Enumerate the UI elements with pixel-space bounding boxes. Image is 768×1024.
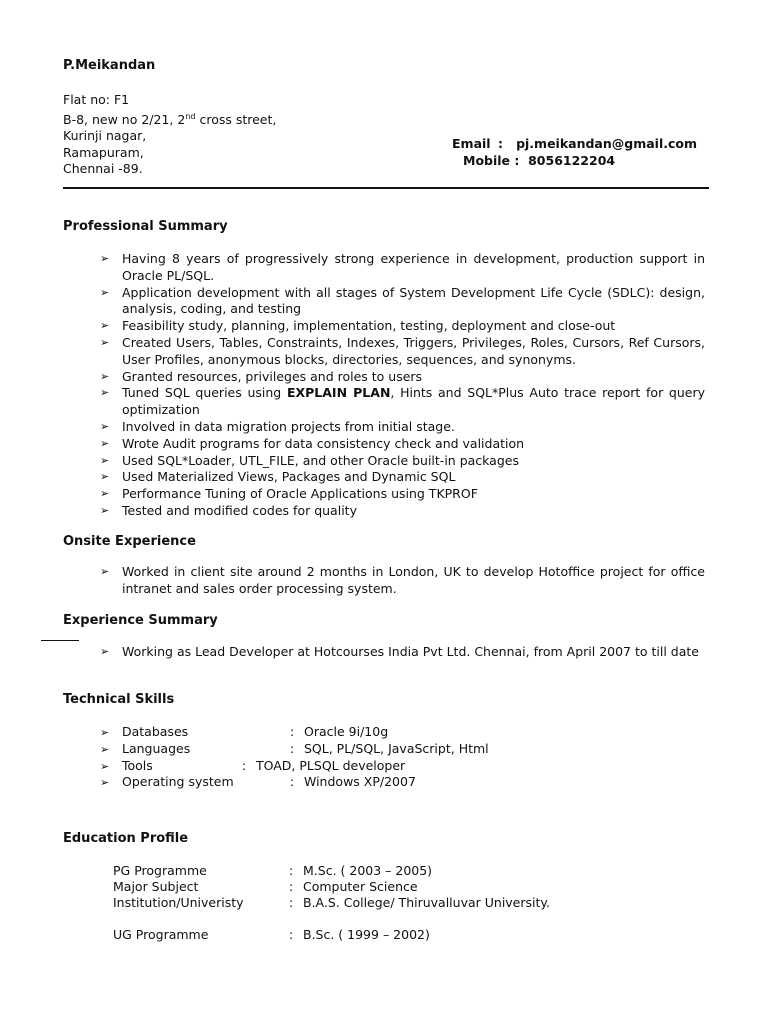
mobile-number: 8056122204 <box>528 152 616 168</box>
list-item: ➢ Wrote Audit programs for data consistency check and validation <box>100 435 525 451</box>
list-item: ➢ Used Materialized Views, Packages and Dynamic SQL <box>100 469 456 485</box>
arrow-bullet-icon: ➢ <box>100 436 110 450</box>
arrow-bullet-icon: ➢ <box>100 487 110 501</box>
address-line: B-8, new no 2/21, 2nd cross street, <box>63 111 277 127</box>
onsite-experience-list <box>100 564 705 598</box>
list-item: ➢ Application development with all stages of System Development Life Cycle (SDLC): design, analysis, coding, and testing <box>100 284 705 317</box>
arrow-bullet-icon: ➢ <box>100 419 110 433</box>
arrow-bullet-icon: ➢ <box>100 645 110 658</box>
arrow-bullet-icon: ➢ <box>100 759 110 773</box>
address-block <box>63 92 276 178</box>
candidate-name: P.Meikandan <box>63 58 156 73</box>
education-table <box>113 863 550 943</box>
table-row: PG Programme : M.Sc. ( 2003 – 2005) <box>113 863 433 878</box>
list-item: ➢ Involved in data migration projects from initial stage. <box>100 418 455 434</box>
section-title-professional-summary: Professional Summary <box>63 219 228 234</box>
arrow-bullet-icon: ➢ <box>100 565 110 578</box>
table-row: Operating system : Windows XP/2007 <box>122 774 416 790</box>
arrow-bullet-icon: ➢ <box>100 319 110 333</box>
arrow-bullet-icon: ➢ <box>100 742 110 756</box>
professional-summary-list <box>100 251 705 520</box>
arrow-bullet-icon: ➢ <box>100 335 110 349</box>
table-row: Databases : Oracle 9i/10g <box>122 724 389 739</box>
arrow-bullet-icon: ➢ <box>100 726 110 739</box>
address-line: Flat no: F1 <box>63 92 130 107</box>
address-line: Kurinji nagar, <box>63 128 147 144</box>
table-row: Major Subject : Computer Science <box>113 879 418 894</box>
table-row: Institution/Univeristy : B.A.S. College/ Thiruvalluvar University. <box>113 895 550 910</box>
table-row: Languages : SQL, PL/SQL, JavaScript, Html <box>122 740 489 756</box>
section-title-education-profile: Education Profile <box>63 831 189 846</box>
table-row: UG Programme : B.Sc. ( 1999 – 2002) <box>113 927 430 942</box>
list-item: ➢ Tuned SQL queries using EXPLAIN PLAN, Hints and SQL*Plus Auto trace report for query optimization <box>100 385 706 418</box>
contact-block <box>452 136 697 169</box>
arrow-bullet-icon: ➢ <box>100 453 110 467</box>
header-divider <box>63 187 709 189</box>
list-item: ➢ Used SQL*Loader, UTL_FILE, and other Oracle built-in packages <box>100 452 519 468</box>
list-item: ➢ Having 8 years of progressively strong experience in development, production support in Oracle PL/SQL. <box>100 251 705 283</box>
section-title-technical-skills: Technical Skills <box>63 692 175 707</box>
list-item: ➢ Performance Tuning of Oracle Applications using TKPROF <box>100 486 478 502</box>
section-title-onsite-experience: Onsite Experience <box>63 534 196 549</box>
list-item: ➢ Created Users, Tables, Constraints, Indexes, Triggers, Privileges, Roles, Cursors, Ref Cursors, User Profiles, anonymous blocks, directories, sequences, and synonyms. <box>100 334 705 367</box>
technical-skills-bullets <box>100 725 109 792</box>
arrow-bullet-icon: ➢ <box>100 386 110 400</box>
arrow-bullet-icon: ➢ <box>100 369 110 383</box>
arrow-bullet-icon: ➢ <box>100 285 110 299</box>
email-row: Email : pj.meikandan@gmail.com <box>452 136 698 151</box>
list-item: ➢ Tested and modified codes for quality <box>100 502 357 518</box>
list-item: ➢ Granted resources, privileges and roles to users <box>100 368 423 384</box>
email-link[interactable]: pj.meikandan@gmail.com <box>516 136 698 151</box>
table-row: Tools : TOAD, PLSQL developer <box>122 757 406 773</box>
section-title-experience-summary: Experience Summary <box>63 613 218 628</box>
arrow-bullet-icon: ➢ <box>100 252 110 265</box>
arrow-bullet-icon: ➢ <box>100 470 110 484</box>
technical-skills-table <box>122 724 489 791</box>
mobile-row: Mobile : 8056122204 <box>463 152 616 168</box>
address-line: Chennai -89. <box>63 161 143 177</box>
list-item: ➢ Working as Lead Developer at Hotcourses India Pvt Ltd. Chennai, from April 2007 to till date <box>100 644 699 659</box>
list-item: ➢ Worked in client site around 2 months in London, UK to develop Hotoffice project for office intranet and sales order processing system. <box>100 564 705 596</box>
decorative-short-line <box>41 640 79 641</box>
arrow-bullet-icon: ➢ <box>100 776 110 790</box>
experience-summary-list <box>100 644 705 661</box>
arrow-bullet-icon: ➢ <box>100 503 110 517</box>
address-line: Ramapuram, <box>63 144 144 160</box>
list-item: ➢ Feasibility study, planning, implementation, testing, deployment and close-out <box>100 318 616 334</box>
